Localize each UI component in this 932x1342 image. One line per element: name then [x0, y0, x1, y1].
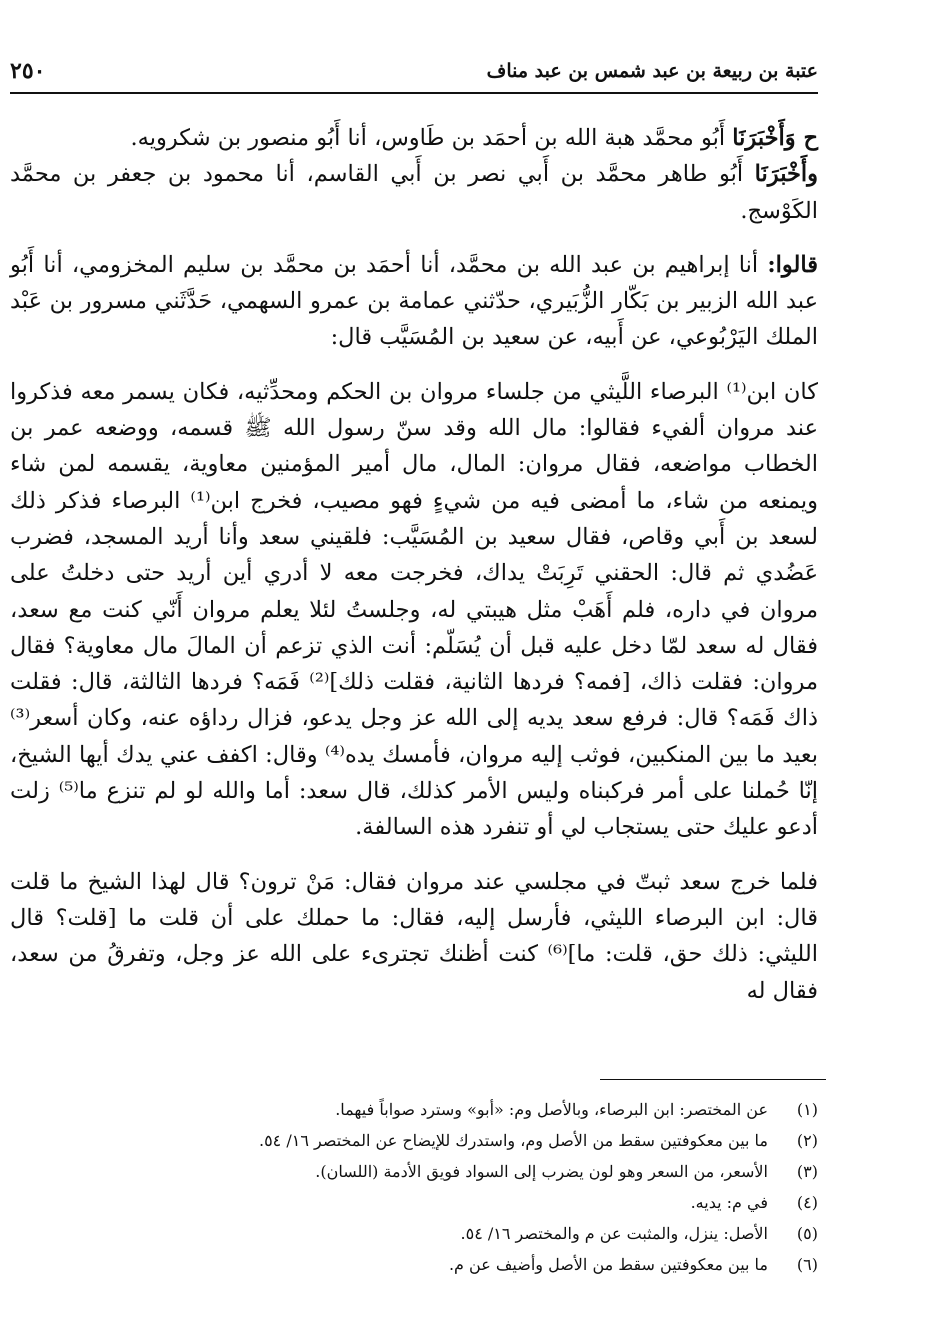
paragraph-continuation: فلما خرج سعد ثبتّ في مجلسي عند مروان فقال: مَنْ ترون؟ قال لهذا الشيخ ما قلت قال: ابن البرصاء الليثي، فأرسل إليه، فقال: ما حملك على أن قلت ما [قلت؟ قال الليثي: ذلك حق، قلت: ما]⁽⁶⁾ كنت أظنك تجترىء على الله عز وجل، وتفرقُ من سعد، فقال له: [10, 868, 818, 1004]
isnad-text: أَبُو محمَّد هبة الله بن أحمَد بن طَاوس، أنا أَبُو منصور بن شكرويه.: [130, 125, 726, 151]
footnote: [10, 1187, 818, 1218]
page-header: [10, 58, 818, 94]
footnote-number: (٤): [796, 1193, 818, 1212]
footnote-number: (٣): [796, 1162, 818, 1181]
running-title: عتبة بن ربيعة بن عبد شمس بن عبد مناف: [486, 60, 818, 82]
isnad-keyword: وأَخْبَرَنَا: [754, 161, 819, 188]
footnote: [10, 1218, 818, 1249]
paragraph-isnad-3: [10, 247, 818, 356]
footnote-text: في م: يديه.: [690, 1193, 768, 1212]
footnote: [10, 1125, 818, 1156]
footnote: [10, 1156, 818, 1187]
isnad-keyword: ح وَأَخْبَرَنَا: [732, 125, 818, 151]
footnote-text: الأسعر، من السعر وهو لون يضرب إلى السواد فويق الأدمة (اللسان).: [315, 1162, 768, 1181]
footnote: [10, 1094, 818, 1125]
main-text: [10, 120, 818, 1009]
isnad-text: أَبُو طاهر محمَّد بن أَبي نصر بن أَبي القاسم، أنا محمود بن جعفر بن محمَّد الكَوْسج.: [10, 161, 818, 224]
footnote-text: عن المختصر: ابن البرصاء، وبالأصل وم: «أبو» وسترد صواباً فيهما.: [335, 1100, 768, 1119]
footnote-separator: [600, 1079, 826, 1080]
footnote-text: ما بين معكوفتين سقط من الأصل وأضيف عن م.: [448, 1255, 768, 1274]
paragraph-isnad-2: [10, 156, 818, 229]
isnad-text: أنا إبراهيم بن عبد الله بن محمَّد، أنا أحمَد بن محمَّد بن سليم المخزومي، أنا أَبُو عبد الله الزبير بن بَكّار الزُّبَيري، حدّثني عمامة بن عمرو السهمي، حَدَّثَني مسرور بن عَبْد الملك اليَرْبُوعي، عن أَبيه، عن سعيد بن المُسَيَّب قال:: [10, 251, 818, 351]
footnote: [10, 1249, 818, 1280]
page-number: ٢٥٠: [10, 58, 46, 84]
footnote-number: (٢): [796, 1131, 818, 1150]
footnote-number: (١): [796, 1100, 818, 1119]
paragraph-narrative: كان ابن⁽¹⁾ البرصاء اللَّيثي من جلساء مروان بن الحكم ومحدِّثيه، فكان يسمر معه فذكروا عند مروان ألفيء فقالوا: مال الله وقد سنّ رسول الله ﷺ قسمه، ووضعه عمر بن الخطاب مواضعه، فقال مروان: المال، مال أمير المؤمنين معاوية، يقسمه لمن شاء ويمنعه من شاء، ما أمضى فيه من شيءٍ فهو مصيب، فخرج ابن⁽¹⁾ البرصاء فذكر ذلك لسعد بن أَبي وقاص، فقال سعيد بن المُسَيَّب: فلقيني سعد وأنا أريد المسجد، فضرب عَضُدي ثم قال: الحقني تَرِبَتْ يداك، فخرجت معه لا أدري أين أريد حتى دخلتُ على مروان في داره، فلم أَهَبْ مثل هيبتي له، وجلستُ لئلا يعلم مروان أَنّي كنت مع سعد، فقال له سعد لمّا دخل عليه قبل أن يُسَلّم: أنت الذي تزعم أن المالَ مال معاوية؟ فقال مروان: فقلت ذاك، [فمه؟ فردها الثانية، فقلت ذلك]⁽²⁾ فَمَه؟ فردها الثالثة، قال: فقلت ذاك فَمَه؟ قال: فرفع سعد يديه إلى الله عز وجل يدعو، فزال رداؤه عنه، وكان أسعر⁽³⁾ بعيد ما بين المنكبين، فوثب إليه مروان، فأمسك يده⁽⁴⁾ وقال: اكفف عني يدك أيها الشيخ، إنّا حُملنا على أمر فركبناه وليس الأمر كذلك، قال سعد: أما والله لو لم تنزع ما⁽⁵⁾ زلت أدعو عليك حتى يستجاب لي أو تنفرد هذه السالفة.: [10, 378, 819, 841]
footnotes: [10, 1094, 818, 1280]
paragraph-isnad-1: [10, 120, 818, 156]
isnad-keyword: قالوا:: [767, 251, 818, 278]
footnote-text: الأصل: ينزل، والمثبت عن م والمختصر ١٦/ ٥٤.: [460, 1224, 768, 1243]
footnote-number: (٥): [796, 1224, 818, 1243]
footnote-number: (٦): [796, 1255, 818, 1274]
footnote-text: ما بين معكوفتين سقط من الأصل وم، واستدرك للإيضاح عن المختصر ١٦/ ٥٤.: [258, 1131, 768, 1150]
